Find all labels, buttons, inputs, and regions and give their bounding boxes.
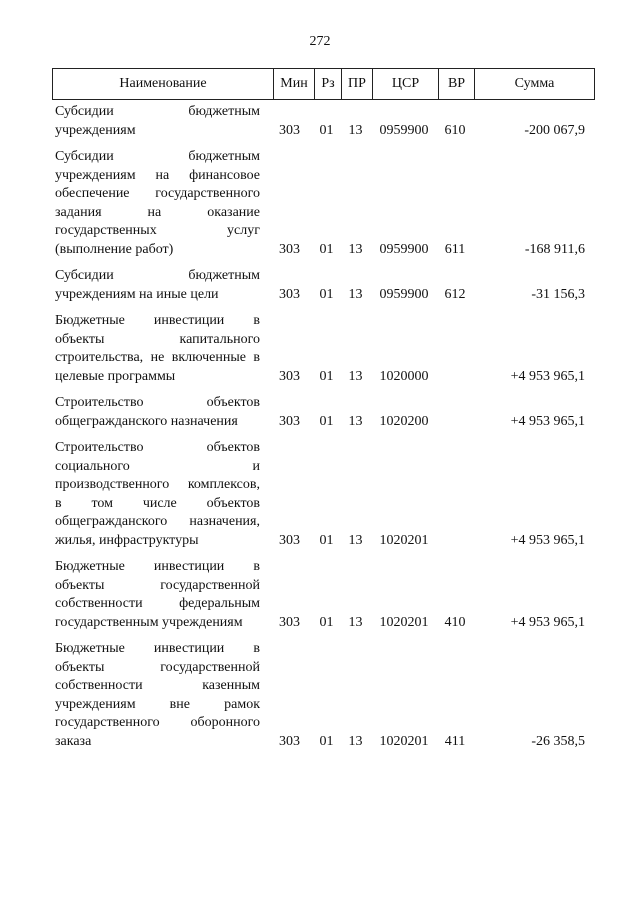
row-vr: 611 xyxy=(444,241,466,257)
row-name-line: Бюджетные инвестиции в xyxy=(55,313,260,328)
row-sum: +4 953 965,1 xyxy=(510,368,585,384)
row-name-line: учреждениям на иные цели xyxy=(55,286,219,302)
row-name-line: (выполнение работ) xyxy=(55,241,174,257)
row-rz: 01 xyxy=(319,733,334,749)
row-name-line: задания на оказание xyxy=(55,204,260,220)
table-row xyxy=(52,103,595,140)
row-name-line: в том числе объектов xyxy=(55,495,260,511)
row-min: 303 xyxy=(279,413,300,429)
table-row xyxy=(52,312,595,386)
row-name-line: государственным учреждениям xyxy=(55,614,243,630)
header-pr: ПР xyxy=(341,69,372,99)
row-name xyxy=(52,312,266,386)
row-sum: -31 156,3 xyxy=(531,286,585,302)
row-name-line: Субсидии бюджетным xyxy=(55,268,260,283)
table-row xyxy=(52,267,595,304)
row-name-line: Субсидии бюджетным xyxy=(55,149,260,164)
row-name-line: заказа xyxy=(55,733,92,749)
row-name-line: государственных услуг xyxy=(55,223,260,238)
row-name-line: обеспечение государственного xyxy=(55,186,260,201)
row-rz: 01 xyxy=(319,368,334,384)
row-rz: 01 xyxy=(319,413,334,429)
row-min: 303 xyxy=(279,532,300,548)
row-name-line: социального и xyxy=(55,458,260,474)
row-name-line: учреждениям вне рамок xyxy=(55,696,260,712)
row-rz: 01 xyxy=(319,122,334,138)
row-name xyxy=(52,394,266,431)
row-rz: 01 xyxy=(319,286,334,302)
row-sum: +4 953 965,1 xyxy=(510,532,585,548)
row-pr: 13 xyxy=(348,532,363,548)
row-rz: 01 xyxy=(319,241,334,257)
row-name-line: собственности федеральным xyxy=(55,596,260,611)
row-name-line: Бюджетные инвестиции в xyxy=(55,641,260,656)
row-pr: 13 xyxy=(348,241,363,257)
row-min: 303 xyxy=(279,614,300,630)
header-sum: Сумма xyxy=(474,69,594,99)
row-min: 303 xyxy=(279,122,300,138)
row-name-line: общегражданского назначения xyxy=(55,413,238,429)
row-pr: 13 xyxy=(348,286,363,302)
row-csr: 0959900 xyxy=(379,122,429,138)
row-name-line: учреждениям на финансовое xyxy=(55,167,260,183)
row-csr: 1020200 xyxy=(379,413,429,429)
header-csr: ЦСР xyxy=(372,69,438,99)
table-row xyxy=(52,394,595,431)
row-rz: 01 xyxy=(319,614,334,630)
row-name-line: жилья, инфраструктуры xyxy=(55,532,199,548)
row-min: 303 xyxy=(279,368,300,384)
row-sum: -200 067,9 xyxy=(524,122,585,138)
row-min: 303 xyxy=(279,733,300,749)
row-name-line: Субсидии бюджетным xyxy=(55,104,260,119)
row-name-line: общегражданского назначения, xyxy=(55,514,260,529)
row-rz: 01 xyxy=(319,532,334,548)
row-pr: 13 xyxy=(348,368,363,384)
row-pr: 13 xyxy=(348,122,363,138)
row-csr: 1020201 xyxy=(379,733,429,749)
row-pr: 13 xyxy=(348,614,363,630)
row-name-line: объекты капитального xyxy=(55,331,260,347)
row-name-line: Строительство объектов xyxy=(55,395,260,410)
row-name xyxy=(52,439,266,550)
row-pr: 13 xyxy=(348,413,363,429)
row-csr: 0959900 xyxy=(379,241,429,257)
row-vr xyxy=(437,394,473,431)
row-vr: 410 xyxy=(444,614,466,630)
row-min: 303 xyxy=(279,286,300,302)
table-row xyxy=(52,558,595,632)
row-vr xyxy=(437,439,473,550)
row-sum: -26 358,5 xyxy=(531,733,585,749)
row-vr: 612 xyxy=(444,286,466,302)
table-row xyxy=(52,640,595,751)
row-csr: 1020201 xyxy=(379,614,429,630)
row-sum: +4 953 965,1 xyxy=(510,413,585,429)
row-name-line: целевые программы xyxy=(55,368,176,384)
row-name-line: Строительство объектов xyxy=(55,440,260,455)
row-name-line: строительства, не включенные в xyxy=(55,350,260,365)
row-name xyxy=(52,558,266,632)
row-name xyxy=(52,640,266,751)
row-csr: 1020201 xyxy=(379,532,429,548)
header-name: Наименование xyxy=(119,76,207,91)
row-name-line: Бюджетные инвестиции в xyxy=(55,559,260,574)
row-name-line: объекты государственной xyxy=(55,577,260,593)
row-name-line: собственности казенным xyxy=(55,678,260,693)
row-csr: 0959900 xyxy=(379,286,429,302)
header-rz: Рз xyxy=(314,69,341,99)
row-sum: +4 953 965,1 xyxy=(510,614,585,630)
row-name xyxy=(52,267,266,304)
header-vr: ВР xyxy=(438,69,474,99)
row-csr: 1020000 xyxy=(379,368,429,384)
header-min: Мин xyxy=(273,69,314,99)
row-name-line: учреждениям xyxy=(55,122,136,138)
row-name xyxy=(52,103,266,140)
row-pr: 13 xyxy=(348,733,363,749)
row-name xyxy=(52,148,266,259)
table-row xyxy=(52,148,595,259)
row-name-line: государственного оборонного xyxy=(55,715,260,730)
row-min: 303 xyxy=(279,241,300,257)
row-vr xyxy=(437,312,473,386)
row-name-line: объекты государственной xyxy=(55,659,260,675)
table-row xyxy=(52,439,595,550)
page-number: 272 xyxy=(309,34,331,49)
row-sum: -168 911,6 xyxy=(524,241,585,257)
table-header xyxy=(52,68,595,100)
row-vr: 411 xyxy=(444,733,466,749)
row-vr: 610 xyxy=(444,122,466,138)
table-body xyxy=(52,103,595,759)
row-name-line: производственного комплексов, xyxy=(55,477,260,492)
